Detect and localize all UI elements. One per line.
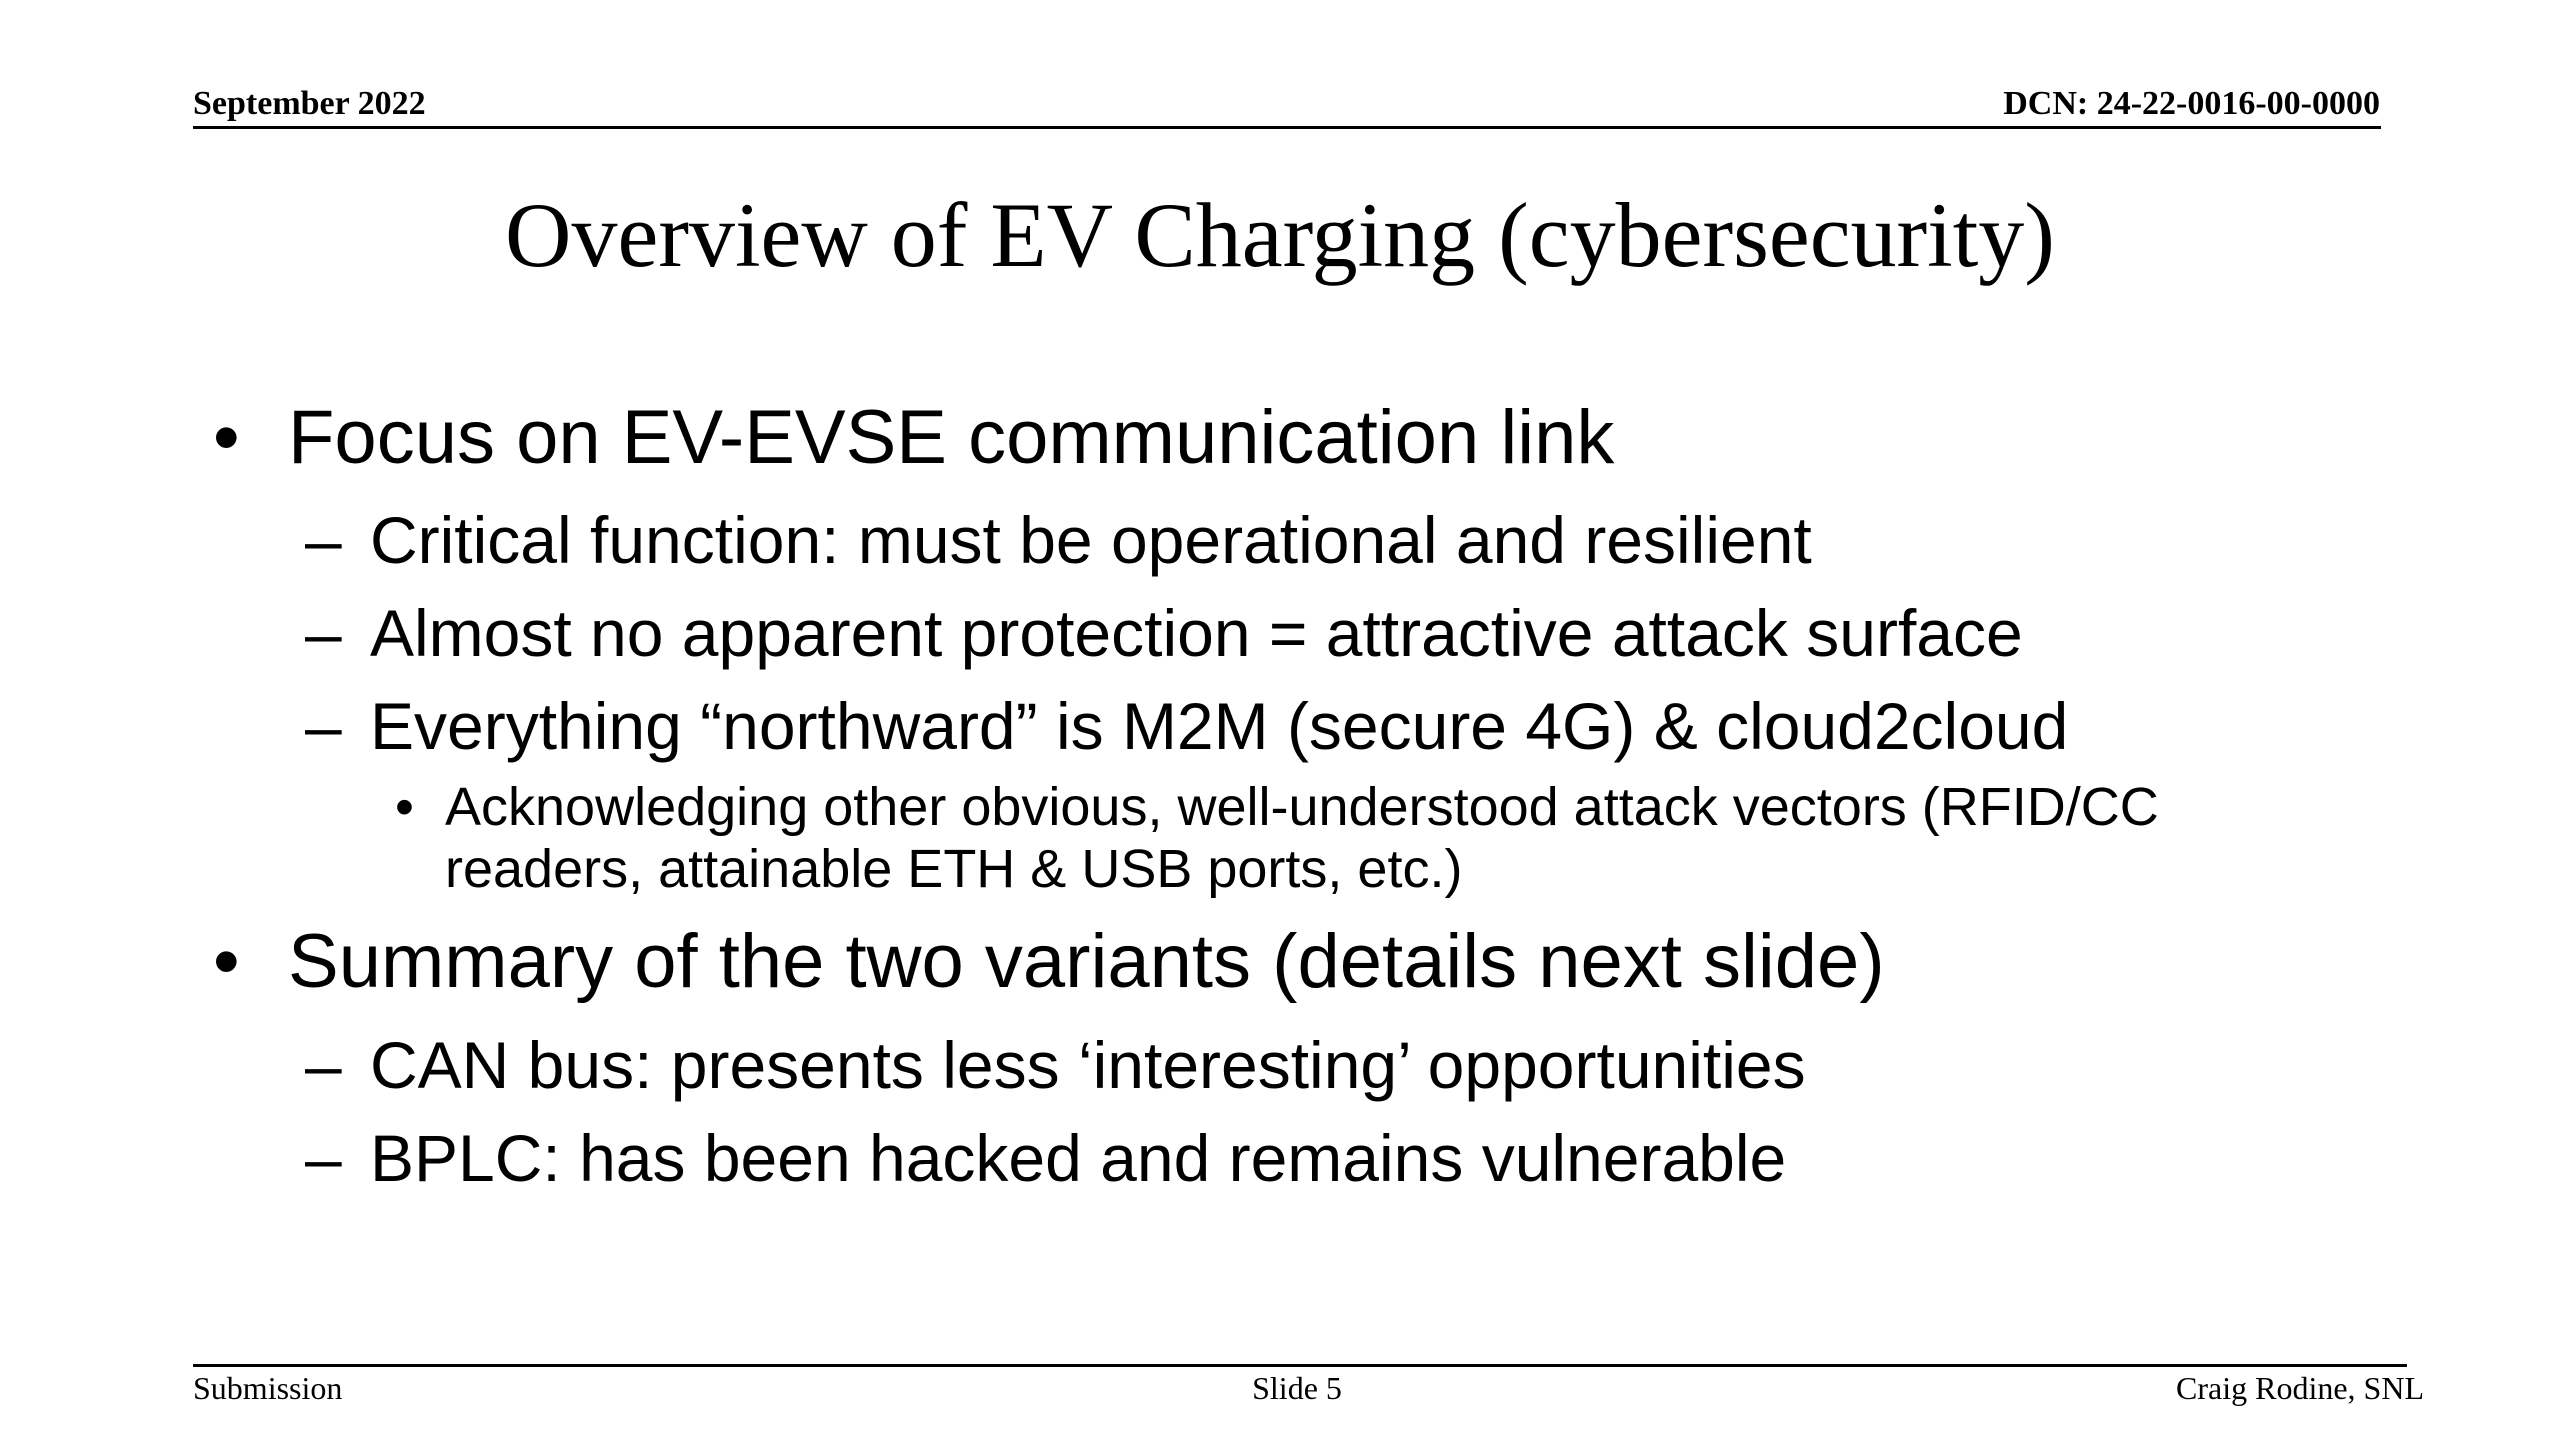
header-date: September 2022 bbox=[193, 85, 426, 122]
bullet-2-text: Summary of the two variants (details next slide) bbox=[288, 919, 1885, 1004]
bullet-1-sub-1-marker: – bbox=[305, 503, 342, 577]
bullet-1-sub-1-text: Critical function: must be operational and resilient bbox=[370, 503, 1812, 577]
bullet-2-sub-2-text: BPLC: has been hacked and remains vulnerable bbox=[370, 1121, 1787, 1195]
bullet-2-sub-1-marker: – bbox=[305, 1028, 342, 1102]
bullet-2-sub-1-text: CAN bus: presents less ‘interesting’ opportunities bbox=[370, 1028, 1806, 1102]
header-dcn: DCN: 24-22-0016-00-0000 bbox=[2003, 85, 2380, 122]
bullet-1-sub-3-detail-marker: • bbox=[395, 777, 414, 837]
footer-submission: Submission bbox=[193, 1370, 343, 1406]
footer-divider bbox=[193, 1364, 2407, 1367]
bullet-1-text: Focus on EV-EVSE communication link bbox=[288, 395, 1615, 480]
bullet-1-sub-3-marker: – bbox=[305, 689, 342, 763]
bullet-1-marker: • bbox=[213, 395, 240, 480]
header-divider bbox=[193, 126, 2381, 129]
bullet-2-marker: • bbox=[213, 919, 240, 1004]
footer-slide-number: Slide 5 bbox=[1252, 1370, 1342, 1406]
footer-author: Craig Rodine, SNL bbox=[2176, 1370, 2424, 1406]
bullet-1-sub-3-detail-line-2: readers, attainable ETH & USB ports, etc.) bbox=[445, 839, 1463, 899]
bullet-1-sub-2-text: Almost no apparent protection = attractive attack surface bbox=[370, 596, 2023, 670]
bullet-1-sub-3-text: Everything “northward” is M2M (secure 4G) & cloud2cloud bbox=[370, 689, 2069, 763]
bullet-2-sub-2-marker: – bbox=[305, 1121, 342, 1195]
bullet-1-sub-2-marker: – bbox=[305, 596, 342, 670]
slide-title: Overview of EV Charging (cybersecurity) bbox=[505, 184, 2055, 286]
bullet-1-sub-3-detail-line-1: Acknowledging other obvious, well-understood attack vectors (RFID/CC bbox=[445, 777, 2159, 837]
